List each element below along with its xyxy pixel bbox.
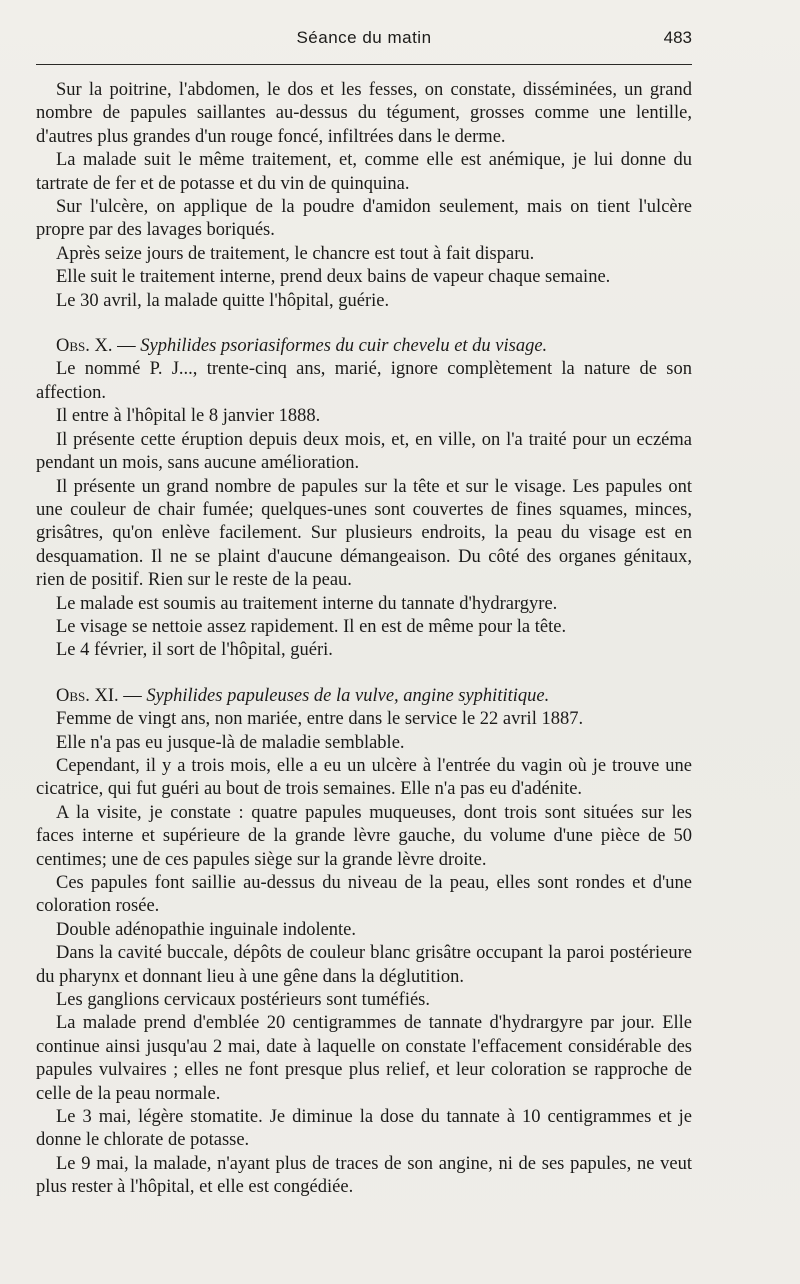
observation-heading (36, 335, 692, 358)
paragraph: Il présente un grand nombre de papules sur la tête et sur le visage. Les papules ont une couleur de chair fumée; quelques-unes sont couvertes de fines squames, minces, grisâtres, qu'on enlève facilement. Sur plusieurs endroits, la peau du visage est en desquamation. Il ne se plaint d'aucune démangeaison. Du côté des organes génitaux, rien de positif. Rien sur le reste de la peau. (36, 476, 692, 591)
paragraph: Le malade est soumis au traitement interne du tannate d'hydrargyre. (56, 593, 558, 614)
observation-title: Syphilides psoriasiformes du cuir chevelu et du visage. (140, 336, 548, 357)
header-rule (36, 64, 692, 65)
paragraph: Il présente cette éruption depuis deux mois, et, en ville, on l'a traité pour un eczéma pendant un mois, sans aucune amélioration. (36, 429, 692, 474)
paragraph: Double adénopathie inguinale indolente. (56, 919, 357, 940)
paragraph: Il entre à l'hôpital le 8 janvier 1888. (56, 406, 321, 427)
paragraph: Elle suit le traitement interne, prend deux bains de vapeur chaque semaine. (56, 267, 611, 288)
observation-label: Obs. XI. (56, 685, 119, 706)
heading-dash: — (118, 685, 147, 706)
observation-heading (36, 685, 692, 708)
paragraph: La malade suit le même traitement, et, comme elle est anémique, je lui donne du tartrate de fer et de potasse et du vin de quinquina. (36, 150, 692, 194)
paragraph: Elle n'a pas eu jusque-là de maladie semblable. (56, 732, 405, 753)
section-gap (36, 313, 692, 335)
page-number: 483 (663, 28, 692, 47)
body-text (36, 79, 692, 1200)
heading-dash: — (112, 336, 141, 357)
paragraph: Le nommé P. J..., trente-cinq ans, marié, ignore complètement la nature de son affection. (36, 359, 692, 403)
section-gap (36, 663, 692, 685)
paragraph: Ces papules font saillie au-dessus du niveau de la peau, elles sont rondes et d'une coloration rosée. (36, 873, 692, 917)
paragraph: Le 3 mai, légère stomatite. Je diminue la dose du tannate à 10 centigrammes et je donne le chlorate de potasse. (36, 1107, 692, 1151)
paragraph: Les ganglions cervicaux postérieurs sont tuméfiés. (56, 990, 431, 1011)
paragraph: Le 9 mai, la malade, n'ayant plus de traces de son angine, ni de ses papules, ne veut plus rester à l'hôpital, et elle est congédiée. (36, 1153, 692, 1198)
paragraph: Le visage se nettoie assez rapidement. Il en est de même pour la tête. (56, 616, 567, 637)
paragraph: Sur la poitrine, l'abdomen, le dos et les fesses, on constate, disséminées, un grand nombre de papules saillantes au-dessus du tégument, grosses comme une lentille, d'autres plus grandes d'un rouge foncé, infiltrées dans le derme. (36, 80, 692, 147)
running-title: Séance du matin (296, 28, 432, 47)
paragraph: Le 30 avril, la malade quitte l'hôpital, guérie. (56, 290, 390, 311)
paragraph: Dans la cavité buccale, dépôts de couleur blanc grisâtre occupant la paroi postérieure du pharynx et donnant lieu à une gêne dans la déglutition. (36, 943, 692, 987)
paragraph: Le 4 février, il sort de l'hôpital, guéri. (56, 640, 333, 661)
paragraph: Femme de vingt ans, non mariée, entre dans le service le 22 avril 1887. (56, 709, 584, 730)
observation-title: Syphilides papuleuses de la vulve, angine syphititique. (146, 685, 550, 706)
paragraph: Après seize jours de traitement, le chancre est tout à fait disparu. (56, 243, 535, 264)
paragraph: Sur l'ulcère, on applique de la poudre d'amidon seulement, mais on tient l'ulcère propre par des lavages boriqués. (36, 197, 692, 241)
observation-label: Obs. X. (56, 336, 113, 357)
paragraph: Cependant, il y a trois mois, elle a eu un ulcère à l'entrée du vagin où je trouve une cicatrice, qui fut guéri au bout de trois semaines. Elle n'a pas eu d'adénite. (36, 755, 692, 800)
paragraph: La malade prend d'emblée 20 centigrammes de tannate d'hydrargyre par jour. Elle continue ainsi jusqu'au 2 mai, date à laquelle on constate l'effacement considérable des papules vulvaires ; elles ne font presque plus relief, et leur coloration se rapproche de celle de la peau normale. (36, 1013, 692, 1104)
paragraph: A la visite, je constate : quatre papules muqueuses, dont trois sont situées sur les faces interne et supérieure de la grande lèvre gauche, du volume d'une pièce de 50 centimes; une de ces papules siège sur la grande lèvre droite. (36, 802, 692, 870)
page-header (36, 28, 692, 54)
